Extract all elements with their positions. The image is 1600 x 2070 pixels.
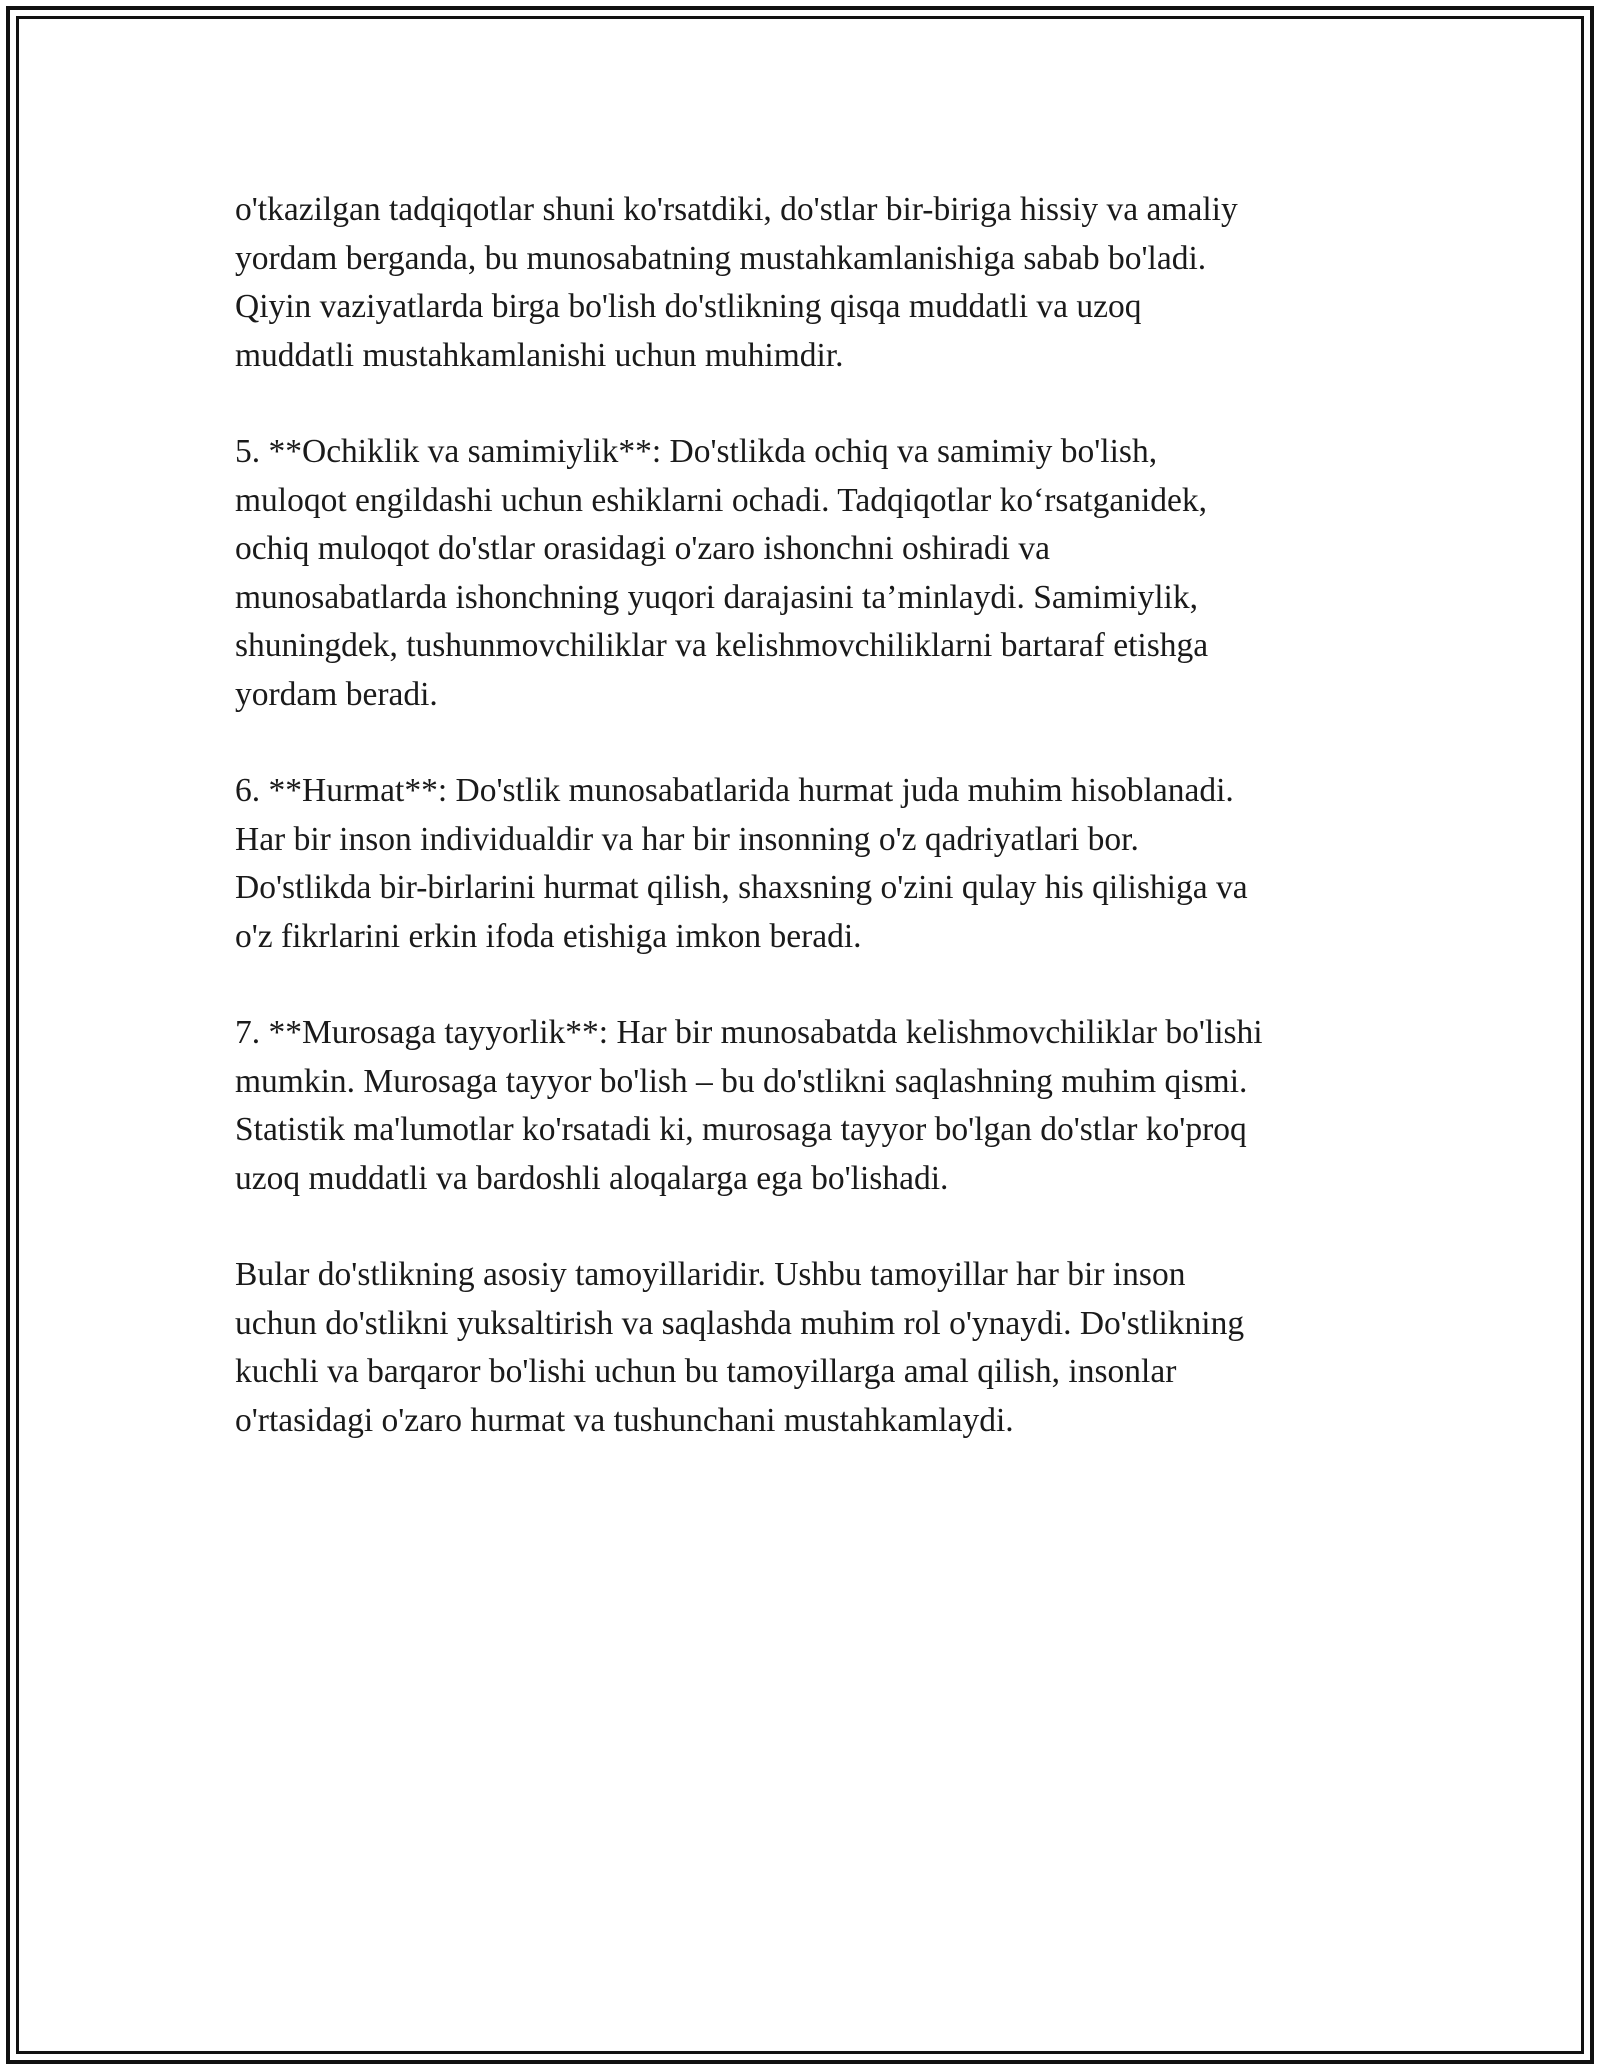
text-line: uzoq muddatli va bardoshli aloqalarga ega bo'lishadi. [235,1159,949,1197]
text-line: muloqot engildashi uchun eshiklarni ochadi. Tadqiqotlar ko‘rsatganidek, [235,481,1208,519]
text-line: 7. **Murosaga tayyorlik**: Har bir munosabatda kelishmovchiliklar bo'lishi [235,1014,1263,1051]
text-line: Bular do'stlikning asosiy tamoyillaridir. Ushbu tamoyillar har bir inson [235,1256,1186,1293]
text-line: Statistik ma'lumotlar ko'rsatadi ki, murosaga tayyor bo'lgan do'stlar ko'proq [235,1111,1247,1148]
text-line: shuningdek, tushunmovchiliklar va kelishmovchiliklarni bartaraf etishga [235,627,1209,664]
paragraph-conclusion [235,1251,1385,1445]
text-line: 5. **Ochiklik va samimiylik**: Do'stlikda ochiq va samimiy bo'lish, [235,433,1158,470]
paragraph-point-7 [235,1009,1385,1203]
text-line: muddatli mustahkamlanishi uchun muhimdir. [235,336,844,374]
text-line: Har bir inson individualdir va har bir insonning o'z qadriyatlari bor. [235,820,1139,858]
text-line: yordam berganda, bu munosabatning mustahkamlanishiga sabab bo'ladi. [235,239,1207,277]
document-body [235,186,1385,1493]
text-line: yordam beradi. [235,675,438,713]
paragraph-intro-continuation [235,186,1385,380]
text-line: kuchli va barqaror bo'lishi uchun bu tamoyillarga amal qilish, insonlar [235,1353,1177,1390]
text-line: uchun do'stlikni yuksaltirish va saqlashda muhim rol o'ynaydi. Do'stlikning [235,1304,1245,1342]
text-line: Do'stlikda bir-birlarini hurmat qilish, shaxsning o'zini qulay his qilishiga va [235,869,1248,906]
text-line: o'z fikrlarini erkin ifoda etishiga imkon beradi. [235,917,862,955]
text-line: o'rtasidagi o'zaro hurmat va tushunchani mustahkamlaydi. [235,1401,1014,1439]
text-line: Qiyin vaziyatlarda birga bo'lish do'stlikning qisqa muddatli va uzoq [235,288,1142,325]
text-line: munosabatlarda ishonchning yuqori darajasini ta’minlaydi. Samimiylik, [235,578,1198,616]
paragraph-point-5 [235,428,1385,719]
text-line: ochiq muloqot do'stlar orasidagi o'zaro ishonchni oshiradi va [235,530,1050,567]
text-line: 6. **Hurmat**: Do'stlik munosabatlarida hurmat juda muhim hisoblanadi. [235,772,1234,809]
text-line: o'tkazilgan tadqiqotlar shuni ko'rsatdiki, do'stlar bir-biriga hissiy va amaliy [235,191,1238,228]
text-line: mumkin. Murosaga tayyor bo'lish – bu do'stlikni saqlashning muhim qismi. [235,1062,1248,1100]
paragraph-point-6 [235,767,1385,961]
